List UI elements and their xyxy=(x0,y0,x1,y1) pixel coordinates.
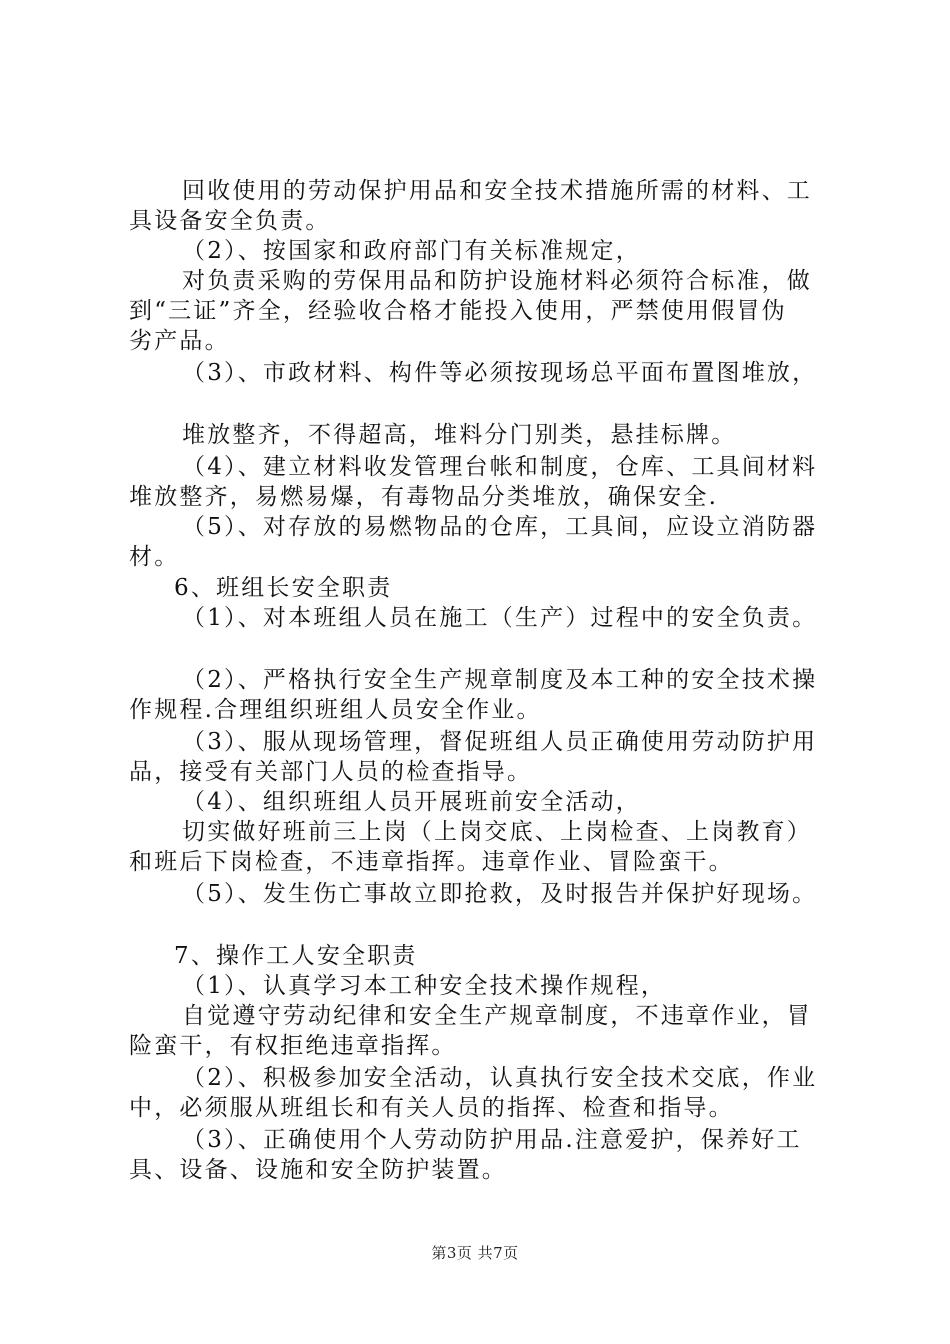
page-number-footer: 第3页 共7页 xyxy=(431,1244,519,1262)
body-text-line: （2）、按国家和政府部门有关标准规定， xyxy=(182,238,641,264)
body-text-line: 堆放整齐，易燃易爆，有毒物品分类堆放，确保安全. xyxy=(129,484,719,510)
body-text-line: 具、设备、设施和安全防护装置。 xyxy=(129,1157,507,1183)
body-text-line: 自觉遵守劳动纪律和安全生产规章制度，不违章作业，冒 xyxy=(182,1003,812,1029)
body-text-line: （4）、建立材料收发管理台帐和制度，仓库、工具间材料 xyxy=(182,454,818,480)
body-text-line: （1）、认真学习本工种安全技术操作规程， xyxy=(182,973,667,999)
body-text-line: （3）、市政材料、构件等必须按现场总平面布置图堆放， xyxy=(182,360,818,386)
body-text-line: （3）、正确使用个人劳动防护用品.注意爱护，保养好工 xyxy=(182,1127,802,1153)
body-text-line: 险蛮干，有权拒绝违章指挥。 xyxy=(129,1033,457,1059)
body-text-line: （5）、发生伤亡事故立即抢救，及时报告并保护好现场。 xyxy=(182,881,818,907)
body-text-line: 劣产品。 xyxy=(129,328,230,354)
body-text-line: （2）、积极参加安全活动，认真执行安全技术交底，作业 xyxy=(182,1065,818,1091)
body-text-line: 品，接受有关部门人员的检查指导。 xyxy=(129,759,533,785)
body-text-line: 切实做好班前三上岗（上岗交底、上岗检查、上岗教育） xyxy=(182,819,812,845)
body-text-line: 和班后下岗检查，不违章指挥。违章作业、冒险蛮干。 xyxy=(129,849,734,875)
body-text-line: （3）、服从现场管理，督促班组人员正确使用劳动防护用 xyxy=(182,729,818,755)
body-text-line: 材。 xyxy=(129,544,180,570)
section-heading: 7、操作工人安全职责 xyxy=(174,943,418,969)
section-heading: 6、班组长安全职责 xyxy=(174,575,393,601)
body-text-line: 堆放整齐，不得超高，堆料分门别类，悬挂标牌。 xyxy=(182,422,737,448)
body-text-line: 回收使用的劳动保护用品和安全技术措施所需的材料、工 xyxy=(182,178,812,204)
body-text-line: （5）、对存放的易燃物品的仓库，工具间，应设立消防器 xyxy=(182,514,818,540)
body-text-line: 对负责采购的劳保用品和防护设施材料必须符合标准，做 xyxy=(182,268,812,294)
body-text-line: （1）、对本班组人员在施工（生产）过程中的安全负责。 xyxy=(182,605,818,631)
body-text-line: （4）、组织班组人员开展班前安全活动， xyxy=(182,789,641,815)
body-text-line: 作规程.合理组织班组人员安全作业。 xyxy=(129,697,542,723)
body-text-line: （2）、严格执行安全生产规章制度及本工种的安全技术操 xyxy=(182,667,818,693)
body-text-line: 中，必须服从班组长和有关人员的指挥、检查和指导。 xyxy=(129,1095,734,1121)
body-text-line: 具设备安全负责。 xyxy=(129,208,331,234)
body-text-line: 到“三证”齐全，经验收合格才能投入使用，严禁使用假冒伪 xyxy=(129,298,787,324)
